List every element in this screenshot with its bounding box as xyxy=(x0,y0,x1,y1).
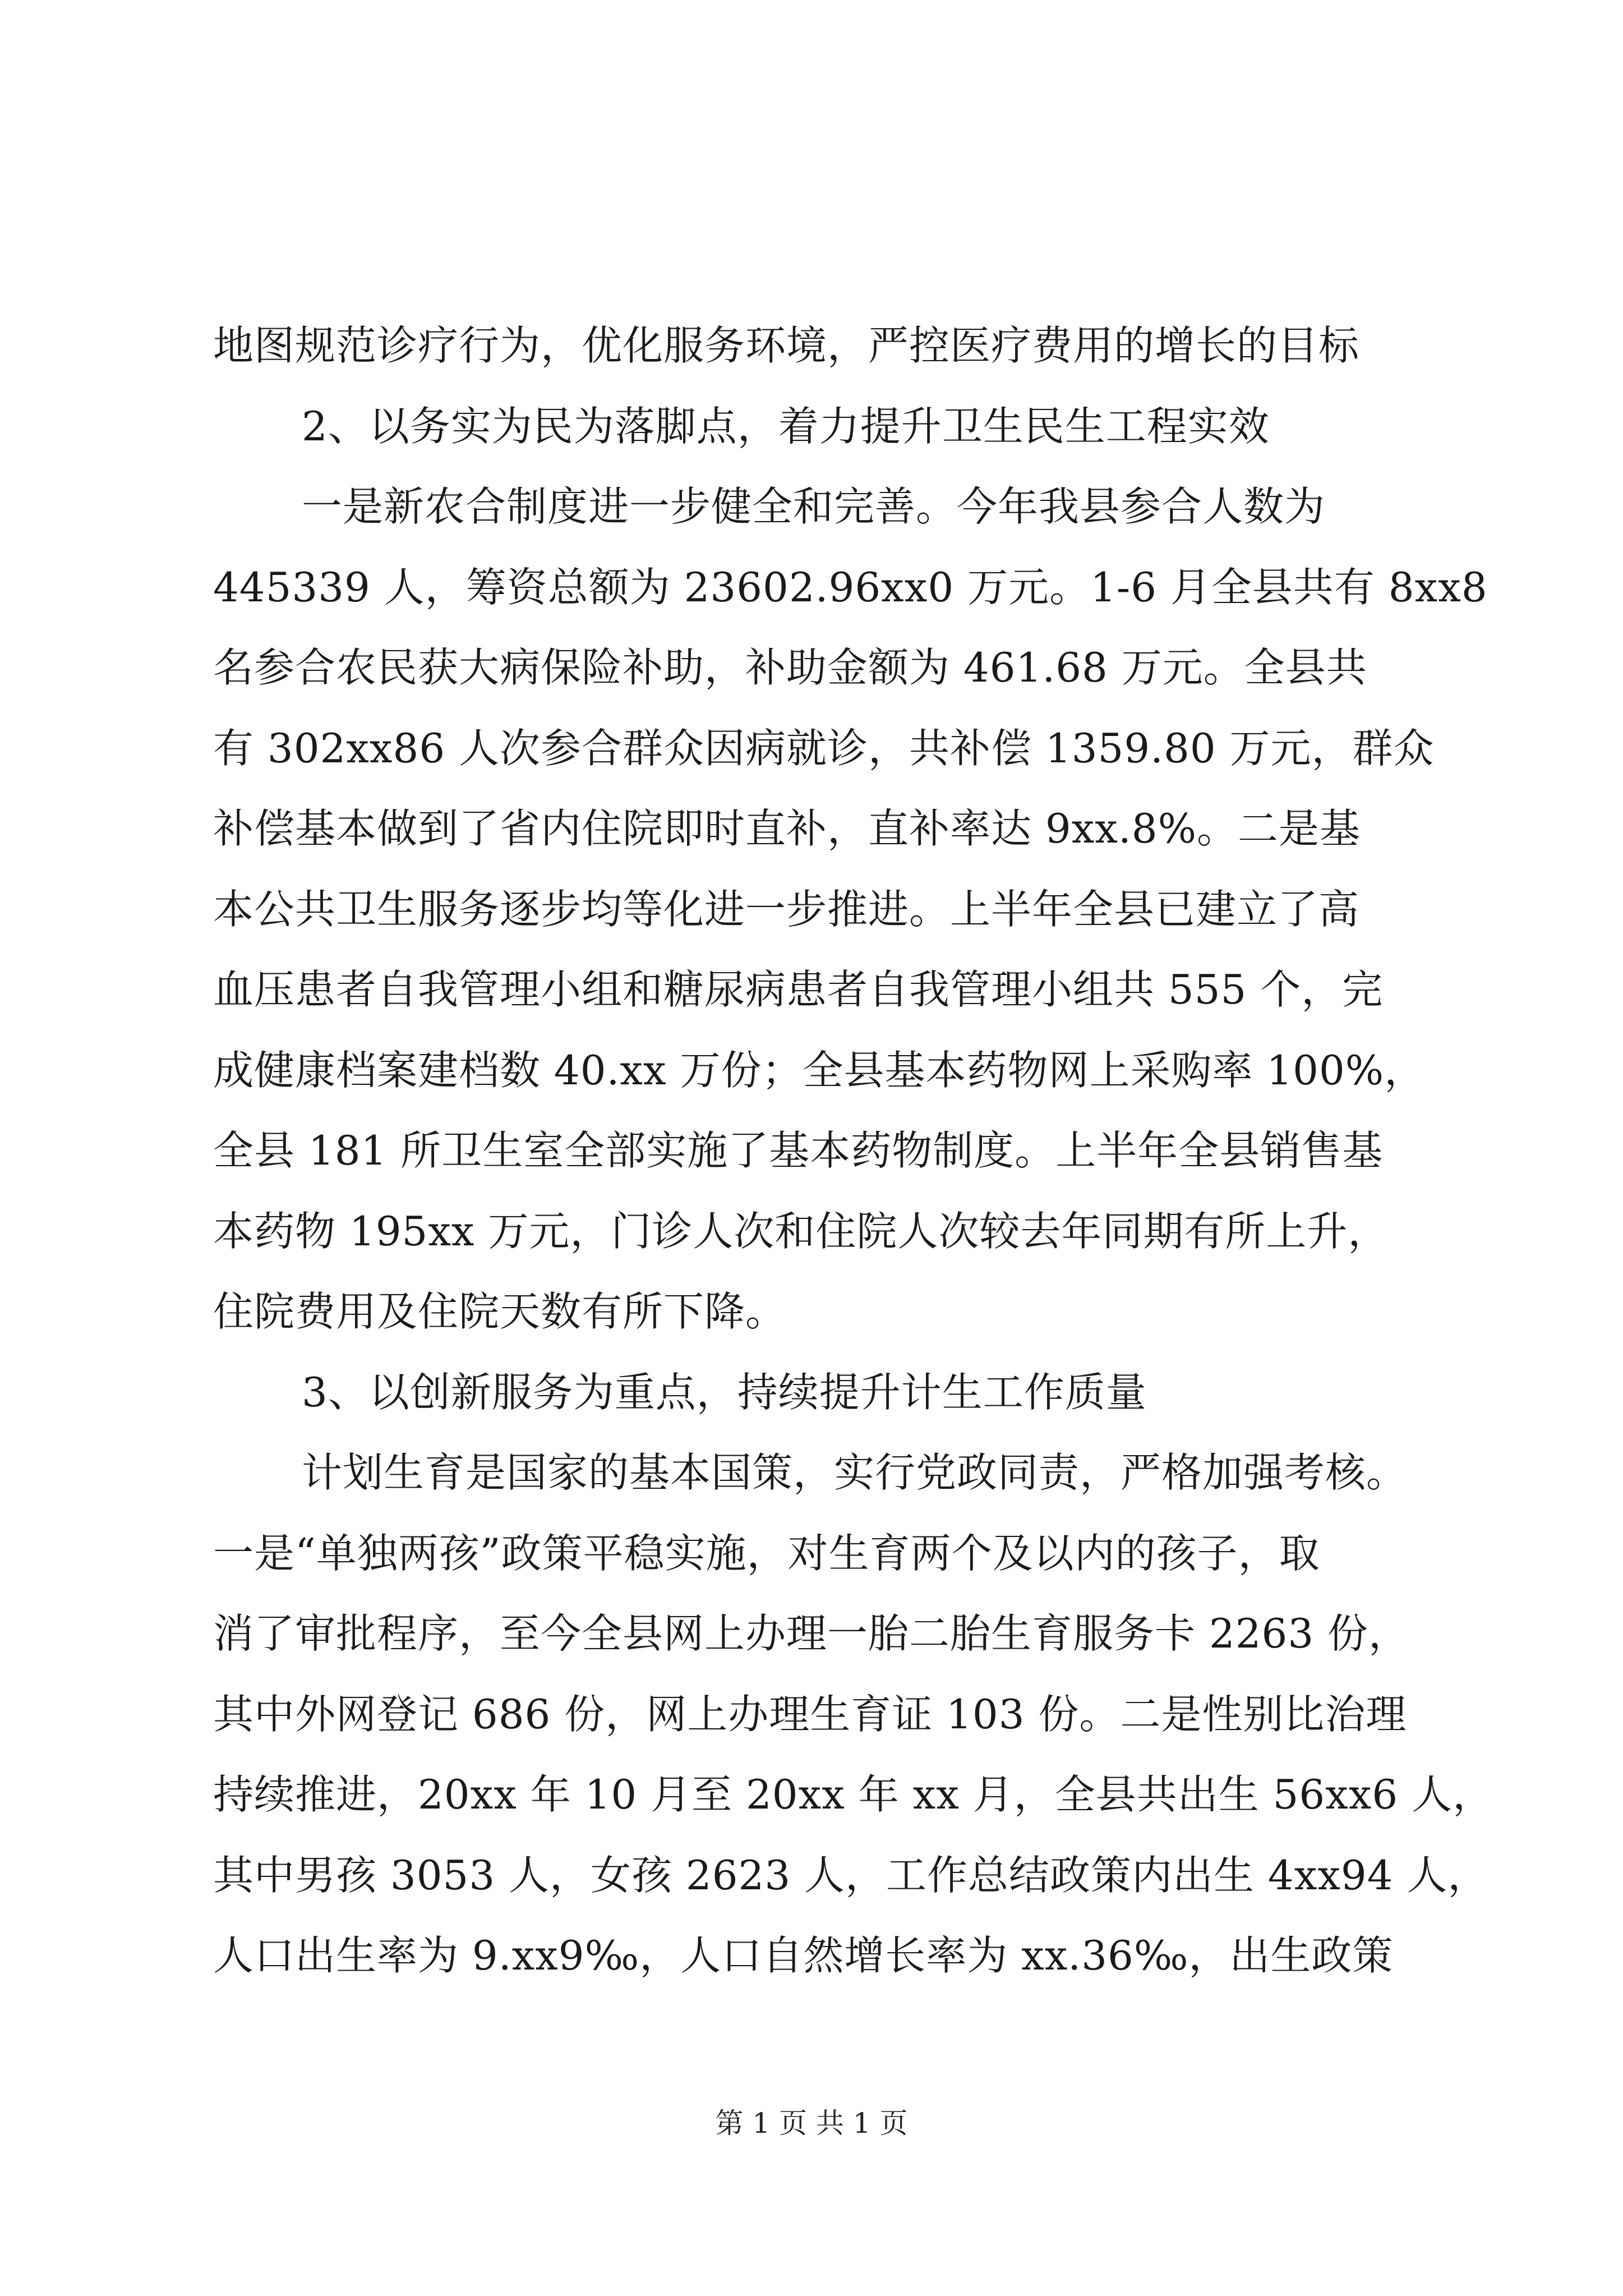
text-line: 本药物 195xx 万元，门诊人次和住院人次较去年同期有所上升， xyxy=(213,1207,1389,1255)
text-line: 其中男孩 3053 人，女孩 2623 人，工作总结政策内出生 4xx94 人， xyxy=(213,1851,1489,1899)
text-line: 一是新农合制度进一步健全和完善。今年我县参合人数为 xyxy=(302,483,1326,530)
text-line: 445339 人，筹资总额为 23602.96xx0 万元。1-6 月全县共有 8xx8 xyxy=(213,563,1488,611)
text-line: 持续推进，20xx 年 10 月至 20xx 年 xx 月，全县共出生 56xx6 人， xyxy=(213,1771,1494,1818)
text-line: 补偿基本做到了省内住院即时直补，直补率达 9xx.8%。二是基 xyxy=(213,805,1361,852)
text-line: 成健康档案建档数 40.xx 万份；全县基本药物网上采购率 100%， xyxy=(213,1046,1426,1094)
text-line: 人口出生率为 9.xx9‰，人口自然增长率为 xx.36‰，出生政策 xyxy=(213,1932,1394,1979)
text-line: 其中外网登记 686 份，网上办理生育证 103 份。二是性别比治理 xyxy=(213,1690,1407,1738)
text-line: 地图规范诊疗行为，优化服务环境，严控医疗费用的增长的目标 xyxy=(213,322,1360,369)
document-body xyxy=(213,306,1494,1996)
text-line: 本公共卫生服务逐步均等化进一步推进。上半年全县已建立了高 xyxy=(213,885,1360,933)
text-line: 有 302xx86 人次参合群众因病就诊，共补偿 1359.80 万元，群众 xyxy=(213,724,1435,772)
section-heading: 3、以创新服务为重点，持续提升计生工作质量 xyxy=(302,1368,1147,1416)
text-line: 消了审批程序，至今全县网上办理一胎二胎生育服务卡 2263 份， xyxy=(213,1610,1410,1657)
text-line: 名参合农民获大病保险补助，补助金额为 461.68 万元。全县共 xyxy=(213,644,1367,691)
section-heading: 2、以务实为民为落脚点，着力提升卫生民生工程实效 xyxy=(302,402,1270,450)
text-line: 血压患者自我管理小组和糖尿病患者自我管理小组共 555 个，完 xyxy=(213,966,1384,1013)
page-footer: 第 1 页 共 1 页 xyxy=(715,2107,908,2139)
text-line: 计划生育是国家的基本国策，实行党政同责，严格加强考核。 xyxy=(302,1449,1408,1496)
text-line: 全县 181 所卫生室全部实施了基本药物制度。上半年全县销售基 xyxy=(213,1127,1384,1174)
text-line: 住院费用及住院天数有所下降。 xyxy=(213,1288,787,1335)
text-line: 一是“单独两孩”政策平稳实施，对生育两个及以内的孩子，取 xyxy=(213,1529,1320,1577)
